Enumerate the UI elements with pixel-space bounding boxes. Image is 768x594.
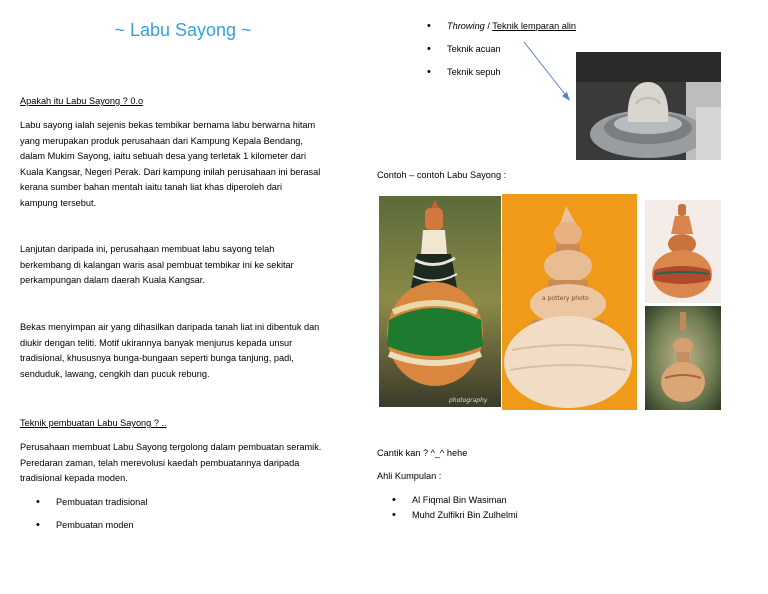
methods-list — [56, 497, 147, 530]
text-line: Kuala Kangsar, Negeri Perak. Dari kampung inilah perusahaan ini berasal — [20, 166, 321, 177]
text-line: Labu sayong ialah sejenis bekas tembikar bernama labu berwarna hitam — [20, 120, 316, 130]
text-line: dalam Mukim Sayong, iaitu sebuah desa yang terletak 1 kilometer dari — [20, 151, 306, 162]
list-item: • Pembuatan moden — [56, 520, 147, 530]
examples-label: Contoh – contoh Labu Sayong : — [377, 170, 507, 180]
photo-watermark: photography — [449, 397, 488, 404]
text-line: Lanjutan daripada ini, perusahaan membuat labu sayong telah — [20, 244, 275, 254]
text-line: kerana sumber bahan mentah iaitu tanah liat khas diperoleh dari — [20, 182, 283, 193]
paragraph-expansion — [20, 242, 350, 289]
list-item: • Teknik sepuh — [447, 67, 576, 77]
pottery-wheel-photo — [576, 52, 721, 160]
zoom-blur-vase-photo — [645, 306, 721, 410]
text-line: berkembang di kalangan waris asal pembuat tembikar ini ke sekitar — [20, 259, 294, 270]
closing-text: Cantik kan ? ^_^ hehe — [377, 448, 468, 458]
list-item: • Teknik acuan — [447, 44, 576, 54]
text-line: yang merupakan produk perusahaan dari Kampung Kepala Bendang, — [20, 135, 303, 146]
text-line: Perusahaan membuat Labu Sayong tergolong dalam pembuatan seramik. — [20, 442, 322, 452]
separator: / — [484, 21, 493, 31]
orange-bg-vase-photo — [502, 194, 637, 410]
text-line: tradisional kepada moden. — [20, 473, 128, 484]
arrow-icon — [520, 40, 580, 106]
photo-watermark: a pottery photo — [542, 295, 589, 302]
small-vase-photo — [645, 200, 721, 303]
text-line: tradisional, khususnya bunga-bungaan seperti bunga tanjung, padi, — [20, 353, 294, 364]
text-line: perkampungan dalam daerah Kuala Kangsar. — [20, 275, 205, 286]
underlined-text: Teknik lemparan alin — [492, 21, 577, 31]
text-line: Peredaran zaman, telah merevolusi kaedah pembuatannya daripada — [20, 457, 300, 468]
paragraph-ceramic — [20, 440, 355, 487]
list-item-throwing — [447, 21, 576, 31]
italic-text: Throwing — [447, 21, 485, 31]
paragraph-motifs — [20, 320, 355, 382]
members-label: Ahli Kumpulan : — [377, 471, 442, 481]
text-line: senduduk, lawang, cengkih dan pucuk rebung. — [20, 368, 210, 379]
members-list — [412, 495, 518, 520]
text-line: diukir dengan teliti. Motif ukirannya banyak menjurus kepada unsur — [20, 337, 293, 348]
paragraph-definition — [20, 118, 350, 212]
list-item: • Pembuatan tradisional — [56, 497, 147, 507]
green-vase-photo — [379, 196, 501, 407]
text-line: Bekas menyimpan air yang dihasilkan daripada tanah liat ini dibentuk dan — [20, 322, 320, 332]
section-heading-what-is: Apakah itu Labu Sayong ? 0.o — [20, 96, 144, 106]
member-item: • Muhd Zulfikri Bin Zulhelmi — [412, 510, 518, 520]
member-item: • Al Fiqmal Bin Wasiman — [412, 495, 518, 505]
page-title: ~ Labu Sayong ~ — [114, 20, 252, 40]
section-heading-techniques: Teknik pembuatan Labu Sayong ? .. — [20, 418, 167, 428]
text-line: kampung tersebut. — [20, 197, 97, 208]
